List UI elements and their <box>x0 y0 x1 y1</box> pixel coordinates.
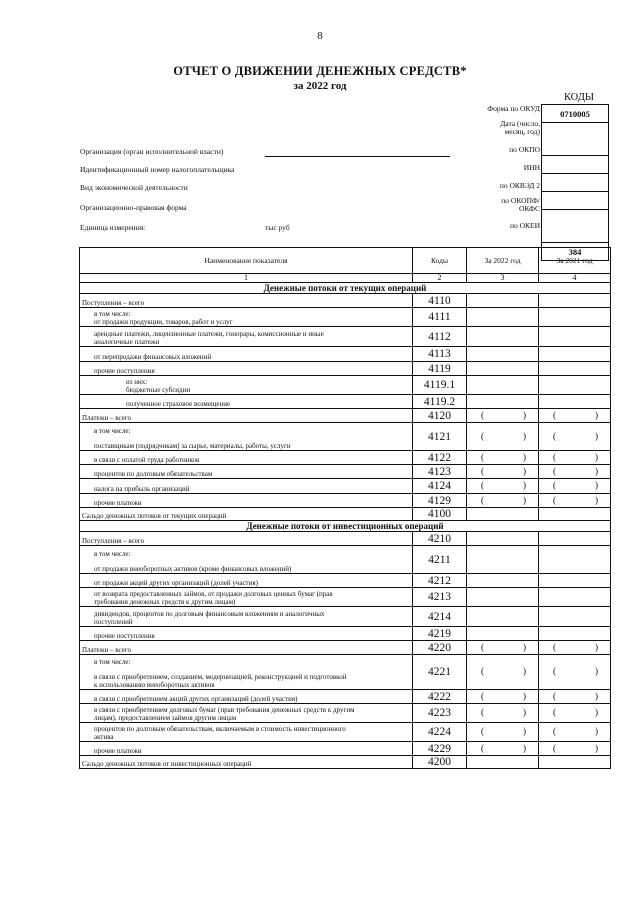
value-prior-year <box>539 508 611 521</box>
parentheses-placeholder: ( ) <box>481 430 526 441</box>
row-label: Поступления – всего <box>80 294 413 308</box>
parentheses-placeholder: ( ) <box>553 690 598 701</box>
value-current-year <box>467 690 539 704</box>
parentheses-placeholder: ( ) <box>553 465 598 476</box>
index-col-4: 4 <box>539 274 611 283</box>
row-code: 4100 <box>413 508 467 521</box>
value-prior-year <box>539 655 611 690</box>
value-current-year <box>467 655 539 690</box>
section-row <box>80 521 611 532</box>
value-prior-year <box>539 742 611 756</box>
row-code: 4229 <box>413 742 467 756</box>
value-prior-year <box>539 704 611 723</box>
row-label: прочие платежи <box>80 494 413 508</box>
table-body <box>80 283 611 769</box>
row-code: 4113 <box>413 347 467 362</box>
value-current-year <box>467 395 539 409</box>
parentheses-placeholder: ( ) <box>481 409 526 420</box>
value-prior-year <box>539 494 611 508</box>
value-current-year <box>467 451 539 465</box>
report-period: за 2022 год <box>293 80 347 92</box>
row-label: от продажи акций других организаций (долей участия) <box>80 574 413 588</box>
value-prior-year <box>539 588 611 607</box>
table-row <box>80 294 611 308</box>
row-label: от возврата предоставленных займов, от продажи долговых ценных бумаг (прав требования денежных средств к другим лицам) <box>80 588 413 607</box>
row-code: 4123 <box>413 465 467 479</box>
value-current-year <box>467 465 539 479</box>
value-prior-year <box>539 327 611 347</box>
table-row <box>80 395 611 409</box>
row-code: 4111 <box>413 308 467 327</box>
row-label: дивидендов, процентов по долговым финансовым вложениям и аналогичных поступлений <box>80 607 413 627</box>
value-current-year <box>467 627 539 641</box>
row-code: 4119 <box>413 362 467 376</box>
page-number: 8 <box>317 30 323 42</box>
okopf-code <box>542 210 609 243</box>
value-current-year <box>467 409 539 423</box>
row-code: 4212 <box>413 574 467 588</box>
section-title: Денежные потоки от инвестиционных операций <box>80 521 611 532</box>
unit-value: тыс руб <box>265 223 290 232</box>
row-label: полученное страховое возмещение <box>80 395 413 409</box>
table-row <box>80 607 611 627</box>
value-current-year <box>467 546 539 574</box>
header-indicator: Наименование показателя <box>80 248 413 274</box>
row-label: Сальдо денежных потоков от инвестиционных операций <box>80 756 413 769</box>
table-row <box>80 742 611 756</box>
table-row <box>80 627 611 641</box>
value-prior-year <box>539 376 611 395</box>
value-prior-year <box>539 574 611 588</box>
row-code: 4213 <box>413 588 467 607</box>
legal-form-label: Организационно-правовая форма <box>80 203 187 212</box>
date-code <box>542 123 609 156</box>
value-current-year <box>467 742 539 756</box>
report-title: ОТЧЕТ О ДВИЖЕНИИ ДЕНЕЖНЫХ СРЕДСТВ* <box>173 64 467 78</box>
unit-label: Единица измерения: <box>80 223 146 232</box>
index-col-1: 1 <box>80 274 413 283</box>
codes-header: КОДЫ <box>563 92 595 103</box>
table-row <box>80 641 611 655</box>
okpo-code <box>542 156 609 174</box>
index-col-2: 2 <box>413 274 467 283</box>
header-row-label: ИНН <box>523 163 540 172</box>
row-label: в связи с приобретением долговых бумаг (прав требования денежных средств к другим лицам), предоставлением займов другим лицам <box>80 704 413 723</box>
table-row <box>80 532 611 546</box>
row-label: Поступления – всего <box>80 532 413 546</box>
index-col-3: 3 <box>467 274 539 283</box>
value-current-year <box>467 376 539 395</box>
value-prior-year <box>539 347 611 362</box>
parentheses-placeholder: ( ) <box>553 480 598 491</box>
value-prior-year <box>539 627 611 641</box>
row-code: 4129 <box>413 494 467 508</box>
row-label: арендные платежи, лицензионные платежи, гонорары, комиссионные и иные аналогичные платежи <box>80 327 413 347</box>
value-current-year <box>467 494 539 508</box>
value-prior-year <box>539 690 611 704</box>
table-row <box>80 465 611 479</box>
row-code: 4221 <box>413 655 467 690</box>
table-row <box>80 409 611 423</box>
value-prior-year <box>539 362 611 376</box>
inn-label: Идентификационный номер налогоплательщика <box>80 165 235 174</box>
parentheses-placeholder: ( ) <box>553 494 598 505</box>
row-code: 4119.1 <box>413 376 467 395</box>
parentheses-placeholder: ( ) <box>481 451 526 462</box>
row-code: 4211 <box>413 546 467 574</box>
value-current-year <box>467 423 539 451</box>
row-code: 4223 <box>413 704 467 723</box>
value-current-year <box>467 362 539 376</box>
row-code: 4224 <box>413 723 467 742</box>
value-current-year <box>467 723 539 742</box>
row-code: 4210 <box>413 532 467 546</box>
table-row <box>80 756 611 769</box>
table-row <box>80 327 611 347</box>
value-current-year <box>467 508 539 521</box>
parentheses-placeholder: ( ) <box>553 726 598 737</box>
value-prior-year <box>539 479 611 494</box>
row-code: 4200 <box>413 756 467 769</box>
table-row <box>80 376 611 395</box>
parentheses-placeholder: ( ) <box>553 707 598 718</box>
value-prior-year <box>539 395 611 409</box>
header-row-label: по ОКВЭД 2 <box>499 181 540 190</box>
parentheses-placeholder: ( ) <box>553 409 598 420</box>
parentheses-placeholder: ( ) <box>481 666 526 677</box>
parentheses-placeholder: ( ) <box>481 742 526 753</box>
row-label: в том числе: от продажи внеоборотных активов (кроме финансовых вложений) <box>80 546 413 574</box>
header-row-label: Форма по ОКУД <box>487 104 540 113</box>
value-prior-year <box>539 723 611 742</box>
table-row <box>80 574 611 588</box>
okved-code <box>542 192 609 210</box>
header-row-label: Дата (число, месяц, год) <box>500 119 540 136</box>
row-code: 4222 <box>413 690 467 704</box>
parentheses-placeholder: ( ) <box>553 430 598 441</box>
row-label: в том числе: в связи с приобретением, созданием, модернизацией, реконструкцией и подготовкой к использованию внеоборотных активов <box>80 655 413 690</box>
row-code: 4120 <box>413 409 467 423</box>
row-code: 4112 <box>413 327 467 347</box>
row-label: налога на прибыль организаций <box>80 479 413 494</box>
value-prior-year <box>539 465 611 479</box>
section-title: Денежные потоки от текущих операций <box>80 283 611 294</box>
row-label: прочие платежи <box>80 742 413 756</box>
row-label: Сальдо денежных потоков от текущих операций <box>80 508 413 521</box>
table-row <box>80 704 611 723</box>
parentheses-placeholder: ( ) <box>481 480 526 491</box>
parentheses-placeholder: ( ) <box>481 465 526 476</box>
value-prior-year <box>539 607 611 627</box>
table-row <box>80 546 611 574</box>
value-current-year <box>467 532 539 546</box>
row-label: процентов по долговым обязательствам <box>80 465 413 479</box>
org-label: Организация (орган исполнительной власти) <box>80 147 224 156</box>
row-code: 4119.2 <box>413 395 467 409</box>
table-row <box>80 655 611 690</box>
parentheses-placeholder: ( ) <box>481 494 526 505</box>
value-prior-year <box>539 451 611 465</box>
value-prior-year <box>539 532 611 546</box>
value-current-year <box>467 756 539 769</box>
parentheses-placeholder: ( ) <box>553 641 598 652</box>
row-label: прочие поступления <box>80 362 413 376</box>
row-label: от перепродажи финансовых вложений <box>80 347 413 362</box>
table-row <box>80 347 611 362</box>
header-prior-year: За 2021 год <box>539 248 611 274</box>
row-code: 4220 <box>413 641 467 655</box>
table-row <box>80 723 611 742</box>
parentheses-placeholder: ( ) <box>553 666 598 677</box>
row-label: прочие поступления <box>80 627 413 641</box>
value-prior-year <box>539 641 611 655</box>
row-code: 4110 <box>413 294 467 308</box>
value-current-year <box>467 588 539 607</box>
inn-code <box>542 174 609 192</box>
header-code: Коды <box>413 248 467 274</box>
row-code: 4121 <box>413 423 467 451</box>
section-row <box>80 283 611 294</box>
table-row <box>80 423 611 451</box>
okei-code: 384 <box>542 243 609 261</box>
header-row-label: по ОКОПФ/ ОКФС <box>501 196 540 213</box>
codes-table <box>541 104 609 261</box>
value-current-year <box>467 704 539 723</box>
value-prior-year <box>539 756 611 769</box>
row-label: в том числе: от продажи продукции, товаров, работ и услуг <box>80 308 413 327</box>
okud-code: 0710005 <box>542 105 609 123</box>
parentheses-placeholder: ( ) <box>481 690 526 701</box>
value-prior-year <box>539 308 611 327</box>
value-current-year <box>467 641 539 655</box>
row-code: 4219 <box>413 627 467 641</box>
table-row <box>80 494 611 508</box>
value-current-year <box>467 607 539 627</box>
activity-label: Вид экономической деятельности <box>80 183 188 192</box>
header-row-label: по ОКЕИ <box>509 221 540 230</box>
value-current-year <box>467 294 539 308</box>
cash-flow-table <box>79 247 611 769</box>
value-current-year <box>467 574 539 588</box>
value-prior-year <box>539 294 611 308</box>
table-row <box>80 479 611 494</box>
value-prior-year <box>539 409 611 423</box>
row-label: в том числе: поставщикам (подрядчикам) за сырье, материалы, работы, услуги <box>80 423 413 451</box>
table-row <box>80 508 611 521</box>
row-code: 4122 <box>413 451 467 465</box>
row-label: процентов по долговым обязательствам, включаемым в стоимость инвестиционного актива <box>80 723 413 742</box>
row-label: из них: бюджетные субсидии <box>80 376 413 395</box>
table-row <box>80 362 611 376</box>
value-current-year <box>467 479 539 494</box>
parentheses-placeholder: ( ) <box>553 742 598 753</box>
value-current-year <box>467 327 539 347</box>
table-row <box>80 308 611 327</box>
value-current-year <box>467 347 539 362</box>
header-row-label: по ОКПО <box>509 145 540 154</box>
row-label: Платежи – всего <box>80 409 413 423</box>
row-label: Платежи – всего <box>80 641 413 655</box>
table-row <box>80 451 611 465</box>
header-current-year: За 2022 год <box>467 248 539 274</box>
table-row <box>80 588 611 607</box>
table-row <box>80 690 611 704</box>
value-prior-year <box>539 546 611 574</box>
parentheses-placeholder: ( ) <box>481 707 526 718</box>
parentheses-placeholder: ( ) <box>553 451 598 462</box>
row-code: 4124 <box>413 479 467 494</box>
row-label: в связи с приобретением акций других организаций (долей участия) <box>80 690 413 704</box>
org-line <box>265 156 450 157</box>
value-current-year <box>467 308 539 327</box>
row-label: в связи с оплатой труда работников <box>80 451 413 465</box>
parentheses-placeholder: ( ) <box>481 726 526 737</box>
row-code: 4214 <box>413 607 467 627</box>
value-prior-year <box>539 423 611 451</box>
parentheses-placeholder: ( ) <box>481 641 526 652</box>
